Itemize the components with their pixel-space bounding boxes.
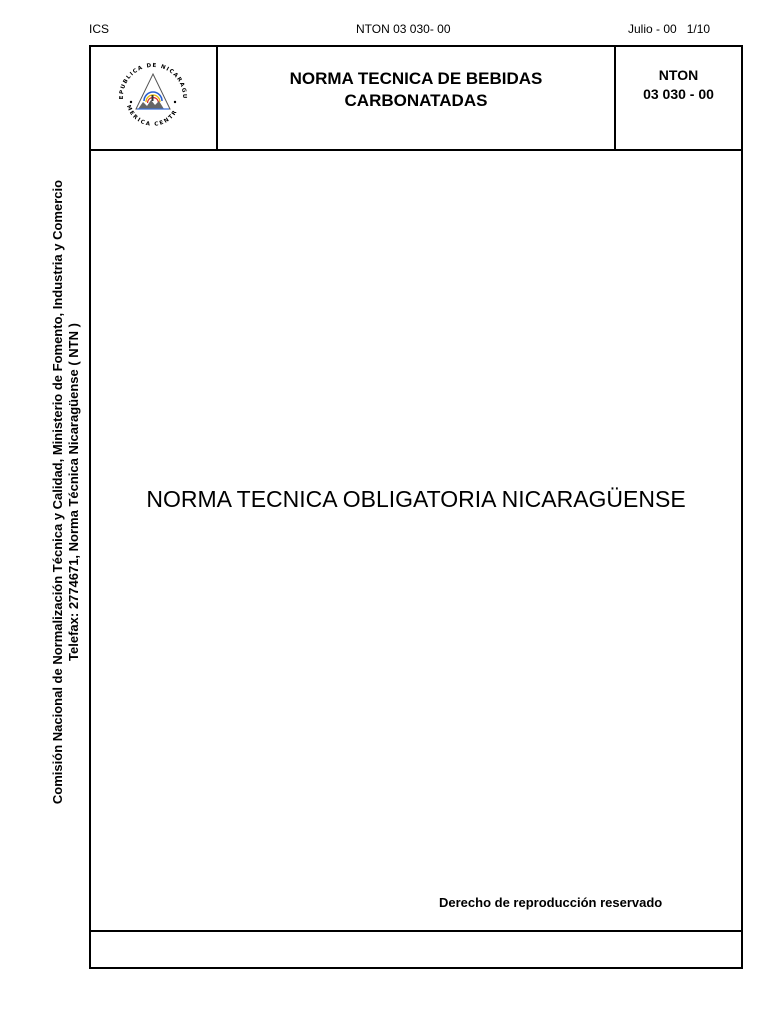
document-title-line1: NORMA TECNICA DE BEBIDAS (289, 69, 543, 88)
logo-cell (91, 47, 218, 149)
header-standard-code: NTON 03 030- 00 (356, 22, 451, 36)
standard-code-line1: NTON (658, 67, 699, 83)
main-title: NORMA TECNICA OBLIGATORIA NICARAGÜENSE (146, 486, 686, 512)
seal-bottom-text: MERICA CENTR (124, 104, 180, 128)
document-frame (89, 45, 743, 969)
code-cell (616, 47, 741, 149)
title-block (91, 47, 741, 151)
side-text-line2: Telefax: 2774671, Norma Técnica Nicaragüense ( NTN ) (66, 323, 81, 661)
seal-top-text: EPUBLICA DE NICARAGU (118, 62, 188, 100)
footer-divider (91, 930, 741, 932)
coat-of-arms-seal (91, 47, 216, 149)
header-date-page: Julio - 00 1/10 (628, 22, 711, 36)
ics-label: ICS (89, 22, 110, 36)
standard-code-line2: 03 030 - 00 (643, 86, 714, 102)
document-title-line2: CARBONATADAS (344, 91, 488, 110)
copyright-notice: Derecho de reproducción reservado (439, 895, 663, 910)
title-cell (218, 47, 616, 149)
side-text-line1: Comisión Nacional de Normalización Técnica y Calidad, Ministerio de Fomento, Industria y Comercio (50, 179, 65, 805)
